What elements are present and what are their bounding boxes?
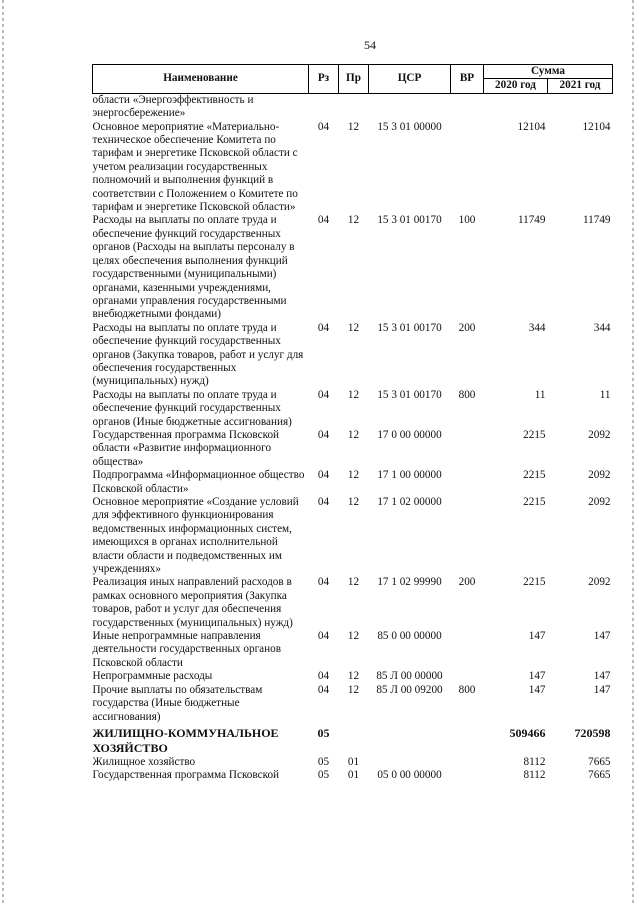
row-rz (309, 93, 339, 120)
table-row (93, 769, 613, 782)
row-vr: 100 (458, 214, 476, 227)
row-csr: 85 Л 00 09200 (376, 683, 443, 696)
row-vr (451, 496, 484, 576)
table-row (93, 756, 613, 769)
row-csr: 85 Л 00 00000 (376, 670, 443, 683)
header-year-2021: 2021 год (548, 79, 613, 93)
row-pr: 01 (347, 755, 360, 768)
row-rz: 04 (317, 469, 330, 482)
row-sum-2020: 12104 (517, 120, 546, 133)
row-rz: 05 (317, 755, 330, 768)
row-name: Расходы на выплаты по оплате труда и обеспечение функций государственных органов (Закупка товаров, работ и услуг для обеспечения государственных (муниципальных) нужд) (92, 321, 304, 388)
row-rz: 04 (317, 670, 330, 683)
row-name: Подпрограмма «Информационное общество Псковской области» (92, 469, 305, 495)
row-rz: 05 (317, 769, 330, 782)
row-rz: 04 (317, 428, 330, 441)
table-row (93, 214, 613, 321)
row-name: Основное мероприятие «Создание условий для эффективного функционирования ведомственных информационных систем, имеющихся в органах исполнительной власти области и подведомственных им учреждениях» (92, 496, 299, 576)
row-sum-2021 (548, 93, 613, 120)
table-row (93, 496, 613, 576)
row-sum-2021: 2092 (588, 496, 611, 508)
row-sum-2020: 2215 (523, 428, 546, 441)
row-csr: 05 0 00 00000 (377, 769, 442, 782)
row-pr: 12 (347, 630, 360, 643)
page-number: 54 (364, 38, 376, 52)
table-row (93, 469, 613, 496)
row-csr: 85 0 00 00000 (377, 630, 442, 643)
row-name: Иные непрограммные направления деятельности государственных органов Псковской области (92, 630, 282, 669)
table-row (93, 576, 613, 630)
row-pr: 12 (347, 683, 360, 696)
table-row (93, 121, 613, 215)
row-csr: 15 3 01 00170 (377, 388, 442, 401)
table-row (93, 429, 613, 469)
row-csr: 17 1 02 00000 (377, 496, 442, 508)
row-vr: 800 (458, 388, 476, 401)
row-vr (451, 769, 484, 782)
row-vr: 200 (458, 576, 476, 589)
row-rz: 04 (317, 321, 330, 334)
row-name: Основное мероприятие «Материально-техническое обеспечение Комитета по тарифам и энергетике Псковской области с учетом реализации государственных полномочий и выполнения функций в соответствии с Положением о Комитете по тарифам и энергетике Псковской области» (92, 120, 298, 214)
row-rz: 04 (317, 683, 330, 696)
row-sum-2020: 147 (528, 670, 546, 683)
row-rz: 04 (317, 630, 330, 643)
row-csr: 15 3 01 00170 (377, 214, 442, 227)
row-vr: 200 (458, 321, 476, 334)
row-sum-2021: 12104 (582, 120, 611, 133)
row-sum-2020: 509466 (509, 725, 546, 740)
scan-left-edge (2, 0, 4, 905)
row-pr: 12 (347, 120, 360, 133)
header-year-2020: 2020 год (484, 79, 548, 93)
row-rz: 04 (317, 120, 330, 133)
row-csr: 15 3 01 00000 (377, 120, 442, 133)
row-sum-2020: 11749 (517, 214, 546, 227)
row-name: Государственная программа Псковской области «Развитие информационного общества» (92, 428, 280, 468)
header-pr: Пр (339, 65, 369, 94)
row-csr: 17 0 00 00000 (377, 428, 442, 441)
row-sum-2020: 344 (528, 321, 546, 334)
row-pr (339, 93, 369, 120)
row-sum-2021: 7665 (588, 755, 611, 768)
header-sum: Сумма (484, 65, 613, 79)
row-pr: 12 (347, 670, 360, 683)
row-sum-2021: 2092 (588, 428, 611, 441)
row-sum-2021: 147 (593, 630, 611, 643)
row-vr (451, 756, 484, 769)
header-vr: ВР (451, 65, 484, 94)
table-row (93, 630, 613, 670)
row-pr (339, 724, 369, 756)
row-name: Реализация иных направлений расходов в рамках основного мероприятия (Закупка товаров, работ и услуг для обеспечения государственных (муниципальных) нужд) (92, 576, 293, 629)
row-pr: 12 (347, 469, 360, 482)
row-name: Расходы на выплаты по оплате труда и обеспечение функций государственных органов (Расходы на выплаты персоналу в целях обеспечения выполнения функций государственными (муниципальными) органами, казенными учреждениями, органами управления государственными внебюджетными фондами) (92, 214, 295, 321)
row-sum-2020: 8112 (523, 769, 546, 782)
row-csr (369, 93, 451, 120)
row-vr (451, 429, 484, 469)
table-row (93, 93, 613, 120)
row-pr: 01 (347, 769, 360, 782)
row-pr: 12 (347, 388, 360, 401)
row-rz: 05 (317, 725, 330, 740)
row-sum-2020: 147 (528, 683, 546, 696)
row-sum-2021: 2092 (588, 576, 611, 589)
row-vr (451, 724, 484, 756)
budget-table (92, 64, 613, 783)
row-vr (451, 469, 484, 496)
row-csr: 17 1 02 99990 (377, 576, 442, 589)
row-sum-2021: 11749 (582, 214, 611, 227)
row-rz: 04 (317, 576, 330, 589)
row-csr: 17 1 00 00000 (377, 469, 442, 482)
table-header (93, 65, 613, 94)
table-body (93, 93, 613, 782)
header-name: Наименование (93, 65, 309, 94)
scan-right-edge (632, 0, 634, 905)
row-vr: 800 (458, 683, 476, 696)
header-csr: ЦСР (369, 65, 451, 94)
row-sum-2020: 2215 (523, 496, 546, 508)
row-sum-2020: 2215 (523, 576, 546, 589)
row-name: Расходы на выплаты по оплате труда и обеспечение функций государственных органов (Иные бюджетные ассигнования) (92, 388, 292, 428)
row-pr: 12 (347, 496, 360, 508)
row-vr (451, 93, 484, 120)
row-sum-2021: 2092 (588, 469, 611, 482)
row-rz: 04 (317, 214, 330, 227)
table-row (93, 724, 613, 756)
header-rz: Рз (309, 65, 339, 94)
row-sum-2021: 344 (593, 321, 611, 334)
row-sum-2021: 147 (593, 683, 611, 696)
row-name: Государственная программа Псковской (92, 769, 280, 782)
row-vr (451, 670, 484, 683)
row-rz: 04 (317, 388, 330, 401)
row-vr (451, 630, 484, 670)
row-name: Жилищное хозяйство (92, 755, 196, 768)
row-vr (451, 121, 484, 215)
row-csr (369, 756, 451, 769)
row-pr: 12 (347, 576, 360, 589)
row-sum-2021: 720598 (574, 725, 611, 740)
row-name: ЖИЛИЩНО-КОММУНАЛЬНОЕ ХОЗЯЙСТВО (92, 725, 279, 755)
row-sum-2020: 147 (528, 630, 546, 643)
row-sum-2021: 11 (599, 388, 611, 401)
row-sum-2020: 8112 (523, 755, 546, 768)
table-row (93, 684, 613, 724)
row-name: Непрограммные расходы (92, 670, 213, 683)
row-pr: 12 (347, 321, 360, 334)
row-csr: 15 3 01 00170 (377, 321, 442, 334)
row-rz: 04 (317, 496, 330, 508)
row-sum-2020: 2215 (523, 469, 546, 482)
table-row (93, 322, 613, 389)
row-sum-2020: 11 (534, 388, 546, 401)
row-name: Прочие выплаты по обязательствам государства (Иные бюджетные ассигнования) (92, 683, 263, 723)
row-pr: 12 (347, 214, 360, 227)
row-sum-2020 (484, 93, 548, 120)
row-sum-2021: 7665 (588, 769, 611, 782)
row-name: области «Энергоэффективность и энергосбережение» (92, 93, 254, 120)
table-row (93, 670, 613, 683)
row-csr (369, 724, 451, 756)
table-row (93, 389, 613, 429)
row-sum-2021: 147 (593, 670, 611, 683)
row-pr: 12 (347, 428, 360, 441)
